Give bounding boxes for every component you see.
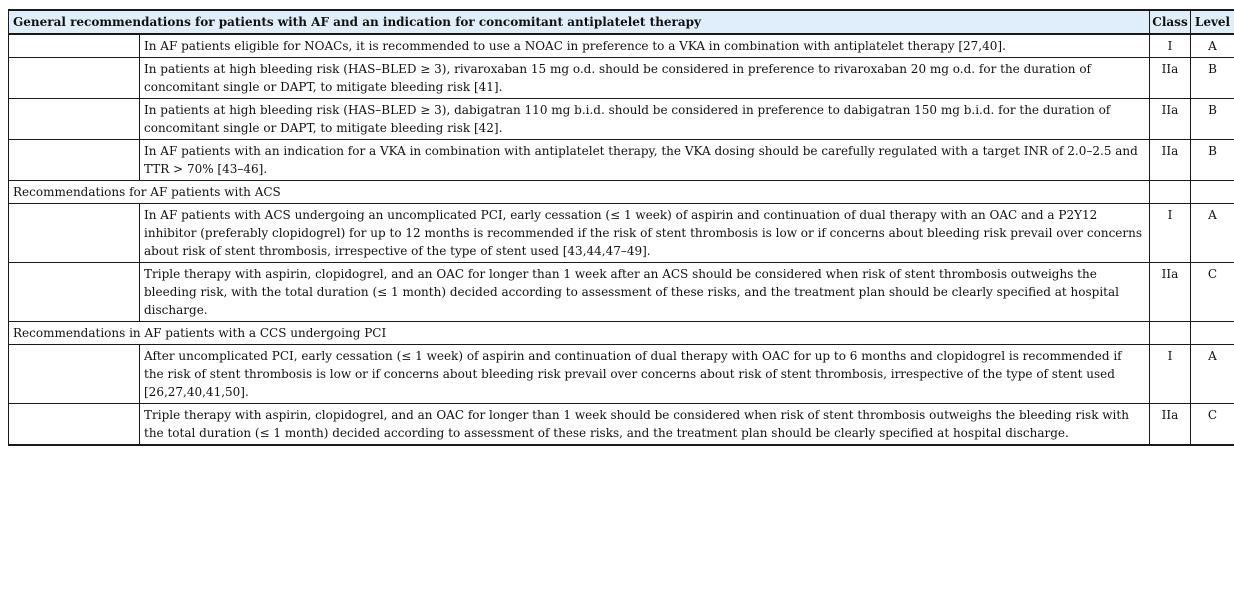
table-row xyxy=(9,58,1234,99)
class-value: IIa xyxy=(1150,140,1191,181)
section-heading: Recommendations in AF patients with a CCS undergoing PCI xyxy=(9,322,1150,345)
class-value: IIa xyxy=(1150,404,1191,446)
table-row xyxy=(9,99,1234,140)
section-row xyxy=(9,322,1234,345)
class-value: IIa xyxy=(1150,263,1191,322)
empty-cell xyxy=(1150,322,1191,345)
class-value: I xyxy=(1150,34,1191,58)
empty-cell xyxy=(9,34,140,58)
empty-cell xyxy=(1191,181,1234,204)
table-row xyxy=(9,345,1234,404)
level-value: C xyxy=(1191,404,1234,446)
empty-cell xyxy=(9,263,140,322)
recommendation-text: Triple therapy with aspirin, clopidogrel, and an OAC for longer than 1 week after an ACS should be considered when risk of stent thrombosis outweighs the bleeding risk, with the total duration (≤ 1 month) decided according to assessment of these risks, and the treatment plan should be clearly specified at hospital discharge. xyxy=(140,263,1150,322)
table-row xyxy=(9,204,1234,263)
empty-cell xyxy=(1191,322,1234,345)
level-value: B xyxy=(1191,99,1234,140)
recommendation-text: In patients at high bleeding risk (HAS–BLED ≥ 3), rivaroxaban 15 mg o.d. should be considered in preference to rivaroxaban 20 mg o.d. for the duration of concomitant single or DAPT, to mitigate bleeding risk [41]. xyxy=(140,58,1150,99)
class-value: IIa xyxy=(1150,58,1191,99)
recommendations-table xyxy=(8,9,1234,446)
recommendation-text: Triple therapy with aspirin, clopidogrel, and an OAC for longer than 1 week should be considered when risk of stent thrombosis outweighs the bleeding risk with the total duration (≤ 1 month) decided according to assessment of these risks, and the treatment plan should be clearly specified at hospital discharge. xyxy=(140,404,1150,446)
class-value: IIa xyxy=(1150,99,1191,140)
table-title: General recommendations for patients with AF and an indication for concomitant antiplatelet therapy xyxy=(9,10,1150,34)
recommendation-text: In AF patients eligible for NOACs, it is recommended to use a NOAC in preference to a VKA in combination with antiplatelet therapy [27,40]. xyxy=(140,34,1150,58)
level-value: C xyxy=(1191,263,1234,322)
level-value: A xyxy=(1191,204,1234,263)
empty-cell xyxy=(9,140,140,181)
table-header-row xyxy=(9,10,1234,34)
level-value: B xyxy=(1191,140,1234,181)
empty-cell xyxy=(9,404,140,446)
section-heading: Recommendations for AF patients with ACS xyxy=(9,181,1150,204)
class-value: I xyxy=(1150,204,1191,263)
table-row xyxy=(9,140,1234,181)
table-row xyxy=(9,34,1234,58)
level-value: A xyxy=(1191,345,1234,404)
recommendation-text: After uncomplicated PCI, early cessation (≤ 1 week) of aspirin and continuation of dual therapy with OAC for up to 6 months and clopidogrel is recommended if the risk of stent thrombosis is low or if concerns about bleeding risk prevail over concerns about risk of stent thrombosis, irrespective of the type of stent used [26,27,40,41,50]. xyxy=(140,345,1150,404)
section-row xyxy=(9,181,1234,204)
empty-cell xyxy=(9,58,140,99)
level-value: A xyxy=(1191,34,1234,58)
class-column-header: Class xyxy=(1150,10,1191,34)
recommendation-text: In AF patients with ACS undergoing an uncomplicated PCI, early cessation (≤ 1 week) of aspirin and continuation of dual therapy with an OAC and a P2Y12 inhibitor (preferably clopidogrel) for up to 12 months is recommended if the risk of stent thrombosis is low or if concerns about bleeding risk prevail over concerns about risk of stent thrombosis, irrespective of the type of stent used [43,44,47–49]. xyxy=(140,204,1150,263)
class-value: I xyxy=(1150,345,1191,404)
level-column-header: Level xyxy=(1191,10,1234,34)
recommendation-text: In AF patients with an indication for a VKA in combination with antiplatelet therapy, the VKA dosing should be carefully regulated with a target INR of 2.0–2.5 and TTR > 70% [43–46]. xyxy=(140,140,1150,181)
recommendation-text: In patients at high bleeding risk (HAS–BLED ≥ 3), dabigatran 110 mg b.i.d. should be considered in preference to dabigatran 150 mg b.i.d. for the duration of concomitant single or DAPT, to mitigate bleeding risk [42]. xyxy=(140,99,1150,140)
empty-cell xyxy=(9,204,140,263)
empty-cell xyxy=(9,99,140,140)
table-row xyxy=(9,263,1234,322)
empty-cell xyxy=(9,345,140,404)
empty-cell xyxy=(1150,181,1191,204)
table-body xyxy=(9,34,1234,445)
level-value: B xyxy=(1191,58,1234,99)
table-row xyxy=(9,404,1234,446)
